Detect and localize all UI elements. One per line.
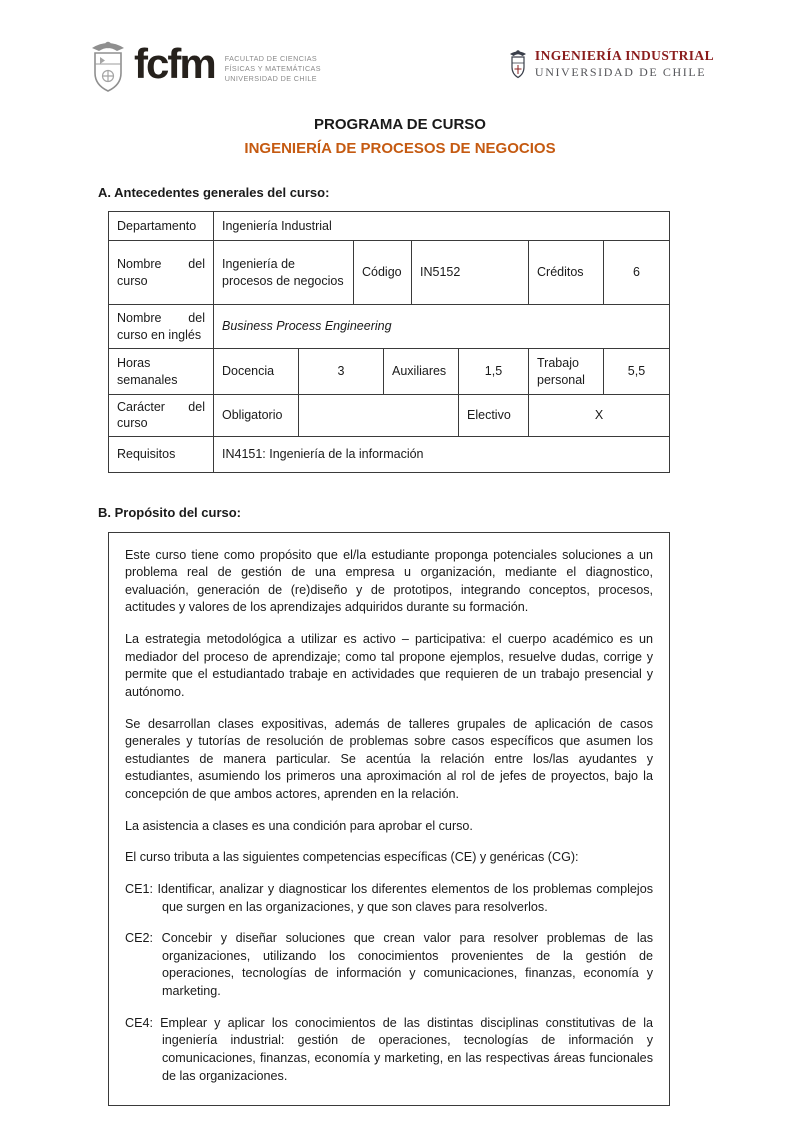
auxiliares-label-cell: Auxiliares <box>384 349 459 394</box>
horas-label-cell: Horas semanales <box>109 349 214 394</box>
competencia-text: Concebir y diseñar soluciones que crean valor para resolver problemas de las organizaciones, utilizando los conocimientos provenientes de la gestión de operaciones, tecnologías de información y comunicaciones, finanzas, economía y marketing. <box>161 931 654 998</box>
table-row-nombre-ingles <box>109 305 669 349</box>
departamento-label-cell: Departamento <box>109 212 214 240</box>
purpose-box <box>108 532 670 1107</box>
obligatorio-label-cell: Obligatorio <box>214 395 299 436</box>
nombre-value-cell: Ingeniería de procesos de negocios <box>214 241 354 304</box>
competencia-ce1 <box>125 881 653 916</box>
dii-subtitle: UNIVERSIDAD DE CHILE <box>534 65 707 79</box>
table-row-requisitos <box>109 437 669 472</box>
docencia-value-cell: 3 <box>299 349 384 394</box>
competencia-code: CE2: <box>125 931 153 946</box>
purpose-paragraph-4: La asistencia a clases es una condición para aprobar el curso. <box>125 818 473 833</box>
dii-title: INGENIERÍA INDUSTRIAL <box>534 48 714 63</box>
purpose-paragraph-5: El curso tributa a las siguientes competencias específicas (CE) y genéricas (CG): <box>125 850 579 865</box>
competencia-text: Emplear y aplicar los conocimientos de las distintas disciplinas constitutivas de la ingeniería industrial: gestión de operaciones, tecnologías de información y comunicaciones, finanzas, economía y marketing, en las respectivas áreas funcionales de las organizaciones. <box>160 1015 654 1083</box>
table-row-caracter <box>109 395 669 437</box>
competencia-code: CE4: <box>125 1015 153 1030</box>
docencia-label-cell: Docencia <box>214 349 299 394</box>
section-a-heading: A. Antecedentes generales del curso: <box>98 185 330 200</box>
competencia-ce4 <box>125 1015 653 1086</box>
industrial-engineering-wordmark <box>535 48 714 80</box>
competencia-text: Identificar, analizar y diagnosticar los diferentes elementos de los problemas complejos que surgen en las organizaciones, y que son claves para resolverlos. <box>157 881 654 914</box>
competencia-ce2 <box>125 930 653 1001</box>
requisitos-label-cell: Requisitos <box>109 437 214 472</box>
purpose-paragraph-3: Se desarrollan clases expositivas, además de talleres grupales de aplicación de casos generales y tutorías de resolución de problemas sobre casos específicos que asumen los estudiantes de manera particular. Se acentúa la relación entre los/las ayudantes y estudiantes, asumiendo los primeros una aproximación al rol de jefes de proyectos, bajo la concepción de que ambos actores, aprenden en la relación. <box>125 716 653 801</box>
header <box>0 38 800 98</box>
obligatorio-value-cell <box>299 395 459 436</box>
course-info-table <box>108 211 670 473</box>
codigo-label-cell: Código <box>354 241 412 304</box>
table-row-departamento <box>109 212 669 241</box>
trabajo-personal-value-cell: 5,5 <box>627 364 646 379</box>
departamento-value-cell: Ingeniería Industrial <box>222 218 332 233</box>
nombre-ingles-value-cell: Business Process Engineering <box>222 319 392 334</box>
purpose-paragraph-2: La estrategia metodológica a utilizar es activo – participativa: el cuerpo académico es un mediador del proceso de aprendizaje; como tal propone ejemplos, resuelve dudas, corrige y permite que el estudiantado trabaje en actividades que requieren de un trabajo presencial y autónomo. <box>125 632 653 699</box>
competencia-code: CE1: <box>125 881 153 896</box>
uchile-crest-small-icon <box>508 48 528 80</box>
codigo-value-cell: IN5152 <box>412 241 529 304</box>
electivo-value-cell: X <box>594 408 604 423</box>
table-row-horas <box>109 349 669 395</box>
nombre-label-cell: Nombre del curso <box>109 241 214 304</box>
table-row-nombre-curso <box>109 241 669 305</box>
electivo-label-cell: Electivo <box>459 395 529 436</box>
requisitos-value-cell: IN4151: Ingeniería de la información <box>222 446 424 461</box>
uchile-crest-icon <box>88 38 128 94</box>
industrial-engineering-logo <box>508 48 714 80</box>
faculty-name <box>225 54 321 83</box>
document-title: PROGRAMA DE CURSO <box>314 116 486 133</box>
faculty-line: FACULTAD DE CIENCIAS <box>224 54 318 64</box>
fcfm-wordmark: fcfm <box>134 40 215 87</box>
creditos-label-cell: Créditos <box>529 241 604 304</box>
faculty-line: UNIVERSIDAD DE CHILE <box>224 73 317 83</box>
caracter-label-cell: Carácter del curso <box>109 395 214 436</box>
purpose-paragraph-1: Este curso tiene como propósito que el/la estudiante proponga potenciales soluciones a un problema real de gestión de una empresa u organización, mediante el diagnostico, evaluación, generación de (re)diseño y de prototipos, integrando conceptos, procesos, actitudes y valores de los aprendizajes adquiridos durante su formación. <box>125 547 653 615</box>
auxiliares-value-cell: 1,5 <box>459 349 529 394</box>
section-b-heading: B. Propósito del curso: <box>98 504 242 520</box>
faculty-line: FÍSICAS Y MATEMÁTICAS <box>224 64 321 74</box>
fcfm-logo <box>88 38 321 94</box>
course-title: INGENIERÍA DE PROCESOS DE NEGOCIOS <box>244 140 556 157</box>
nombre-ingles-label-cell: Nombre del curso en inglés <box>109 305 214 348</box>
trabajo-personal-label-cell: Trabajo personal <box>529 349 604 394</box>
creditos-value-cell: 6 <box>633 265 640 280</box>
document-body <box>0 185 800 1106</box>
